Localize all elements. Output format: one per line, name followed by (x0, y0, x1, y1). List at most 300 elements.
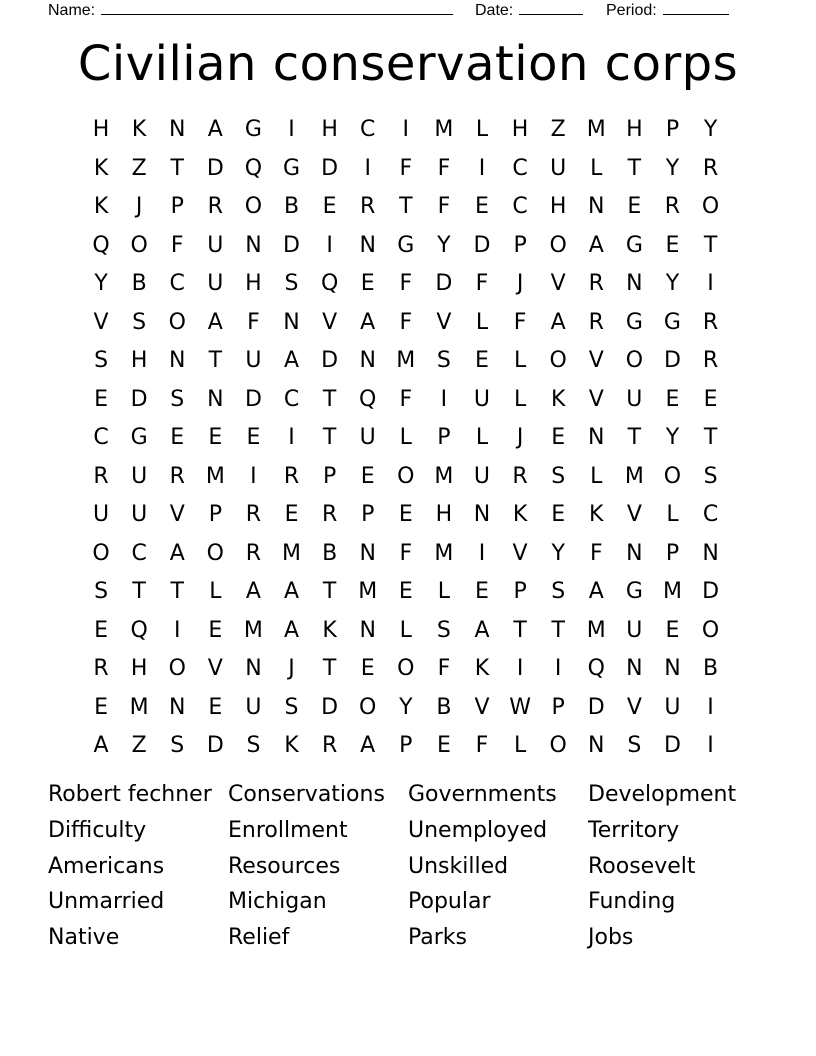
grid-letter[interactable]: R (93, 656, 109, 682)
grid-letter[interactable]: U (207, 232, 224, 258)
grid-letter[interactable]: M (624, 463, 644, 489)
grid-letter[interactable]: N (359, 540, 376, 566)
grid-letter[interactable]: D (244, 386, 262, 412)
grid-letter[interactable]: D (321, 694, 339, 720)
grid-letter[interactable]: P (361, 502, 375, 528)
period-label: Period: (606, 2, 657, 19)
grid-letter[interactable]: O (549, 348, 567, 374)
grid-letter[interactable]: L (513, 348, 527, 374)
grid-letter[interactable]: F (475, 733, 489, 759)
grid-letter[interactable]: I (478, 540, 486, 566)
grid-letter[interactable]: N (169, 694, 186, 720)
grid-letter[interactable]: T (627, 425, 642, 451)
grid-letter[interactable]: O (168, 656, 186, 682)
grid-letter[interactable]: N (664, 656, 681, 682)
grid-letter[interactable]: N (359, 348, 376, 374)
grid-letter[interactable]: N (169, 117, 186, 143)
grid-letter[interactable]: R (245, 502, 262, 528)
grid-letter[interactable]: O (130, 232, 148, 258)
grid-letter[interactable]: M (282, 540, 301, 566)
grid-letter[interactable]: L (590, 463, 603, 489)
grid-letter[interactable]: U (92, 502, 110, 528)
grid-letter[interactable]: M (396, 348, 416, 374)
grid-letter[interactable]: A (207, 117, 223, 143)
grid-letter[interactable]: D (283, 232, 300, 258)
name-field[interactable] (48, 0, 453, 20)
grid-letter[interactable]: T (399, 194, 413, 220)
grid-letter[interactable]: Q (320, 271, 339, 297)
grid-letter[interactable]: O (397, 656, 415, 682)
grid-letter[interactable]: E (246, 425, 261, 451)
grid-letter[interactable]: E (360, 656, 375, 682)
grid-letter[interactable]: T (551, 617, 565, 643)
grid-letter[interactable]: F (247, 309, 260, 335)
grid-letter[interactable]: F (399, 386, 413, 412)
grid-letter[interactable]: K (93, 194, 109, 220)
grid-letter[interactable]: H (435, 502, 453, 528)
grid-letter[interactable]: N (245, 656, 262, 682)
grid-letter[interactable]: S (703, 463, 718, 489)
grid-letter[interactable]: C (702, 502, 719, 528)
grid-letter[interactable]: A (360, 309, 376, 335)
grid-letter[interactable]: M (586, 117, 606, 143)
grid-letter[interactable]: N (359, 617, 376, 643)
grid-letter[interactable]: D (206, 733, 224, 759)
grid-letter[interactable]: L (437, 579, 451, 605)
grid-letter[interactable]: C (512, 155, 528, 181)
grid-letter[interactable]: N (245, 232, 262, 258)
grid-letter[interactable]: S (94, 348, 109, 374)
grid-letter[interactable]: H (511, 117, 529, 143)
grid-letter[interactable]: H (321, 117, 338, 143)
grid-letter[interactable]: U (473, 463, 491, 489)
grid-letter[interactable]: D (702, 579, 720, 605)
grid-letter[interactable]: R (702, 309, 719, 335)
grid-letter[interactable]: R (207, 194, 223, 220)
grid-letter[interactable]: K (93, 155, 109, 181)
grid-letter[interactable]: V (207, 656, 223, 682)
grid-letter[interactable]: U (359, 425, 376, 451)
grid-letter[interactable]: E (94, 617, 108, 643)
grid-letter[interactable]: R (702, 348, 719, 374)
grid-letter[interactable]: N (626, 540, 643, 566)
grid-letter[interactable]: B (283, 194, 300, 220)
grid-letter[interactable]: N (702, 540, 719, 566)
grid-letter[interactable]: O (397, 463, 415, 489)
grid-letter[interactable]: U (245, 694, 262, 720)
grid-letter[interactable]: R (664, 194, 681, 220)
grid-letter[interactable]: N (626, 271, 643, 297)
grid-letter[interactable]: R (702, 155, 719, 181)
grid-letter[interactable]: A (283, 617, 300, 643)
grid-letter[interactable]: T (703, 232, 718, 258)
grid-letter[interactable]: R (169, 463, 185, 489)
grid-letter[interactable]: B (703, 656, 719, 682)
grid-letter[interactable]: G (625, 579, 643, 605)
grid-letter[interactable]: R (245, 540, 262, 566)
grid-letter[interactable]: S (551, 579, 566, 605)
grid-row (82, 419, 730, 458)
grid-letter[interactable]: P (322, 463, 337, 489)
grid-letter[interactable]: V (626, 502, 642, 528)
grid-letter[interactable]: V (550, 271, 566, 297)
grid-letter[interactable]: D (206, 155, 224, 181)
grid-letter[interactable]: M (586, 617, 606, 643)
grid-letter[interactable]: L (399, 617, 412, 643)
grid-letter[interactable]: M (129, 694, 149, 720)
grid-letter[interactable]: F (170, 232, 184, 258)
grid-letter[interactable]: F (399, 540, 413, 566)
grid-letter[interactable]: F (513, 309, 527, 335)
grid-letter[interactable]: V (588, 386, 604, 412)
grid-letter[interactable]: A (283, 348, 300, 374)
grid-letter[interactable]: O (701, 617, 720, 643)
grid-letter[interactable]: R (283, 463, 300, 489)
grid-letter[interactable]: O (168, 309, 186, 335)
grid-letter[interactable]: L (513, 733, 527, 759)
grid-letter[interactable]: O (359, 694, 377, 720)
grid-letter[interactable]: A (588, 232, 604, 258)
grid-letter[interactable]: N (473, 502, 491, 528)
grid-letter[interactable]: Y (665, 155, 680, 181)
grid-letter[interactable]: T (322, 386, 337, 412)
grid-letter[interactable]: G (130, 425, 148, 451)
name-blank-line[interactable] (101, 0, 453, 15)
grid-letter[interactable]: O (663, 463, 682, 489)
grid-letter[interactable]: Y (94, 271, 108, 297)
grid-letter[interactable]: T (170, 579, 184, 605)
grid-letter[interactable]: R (321, 733, 338, 759)
grid-letter[interactable]: F (399, 309, 413, 335)
grid-letter[interactable]: F (399, 271, 413, 297)
grid-letter[interactable]: L (209, 579, 222, 605)
grid-letter[interactable]: U (207, 271, 224, 297)
grid-letter[interactable]: Q (359, 386, 377, 412)
grid-letter[interactable]: T (322, 579, 337, 605)
grid-letter[interactable]: I (516, 656, 524, 682)
grid-letter[interactable]: K (589, 502, 604, 528)
period-field[interactable] (606, 0, 729, 20)
grid-letter[interactable]: N (359, 232, 376, 258)
grid-letter[interactable]: R (588, 271, 604, 297)
grid-letter[interactable]: I (554, 656, 562, 682)
grid-letter[interactable]: P (551, 694, 565, 720)
grid-letter[interactable]: Q (92, 232, 110, 258)
grid-letter[interactable]: F (437, 155, 451, 181)
grid-letter[interactable]: R (360, 194, 376, 220)
grid-letter[interactable]: U (664, 694, 681, 720)
grid-letter[interactable]: P (437, 425, 451, 451)
grid-letter[interactable]: A (169, 540, 185, 566)
grid-letter[interactable]: V (322, 309, 338, 335)
grid-letter[interactable]: I (402, 117, 410, 143)
grid-letter[interactable]: E (284, 502, 299, 528)
grid-letter[interactable]: G (625, 309, 643, 335)
period-blank-line[interactable] (663, 0, 729, 15)
grid-letter[interactable]: K (131, 117, 147, 143)
grid-letter[interactable]: U (245, 348, 262, 374)
grid-letter[interactable]: C (131, 540, 147, 566)
grid-letter[interactable]: M (434, 540, 454, 566)
name-label: Name: (48, 2, 96, 19)
grid-letter[interactable]: G (282, 155, 301, 181)
grid-letter[interactable]: R (93, 463, 109, 489)
grid-letter[interactable]: E (665, 617, 680, 643)
grid-letter[interactable]: E (398, 579, 413, 605)
grid-letter[interactable]: E (475, 194, 489, 220)
grid-letter[interactable]: C (360, 117, 376, 143)
grid-letter[interactable]: Z (550, 117, 566, 143)
grid-letter[interactable]: E (665, 232, 680, 258)
grid-letter[interactable]: A (474, 617, 490, 643)
grid-letter[interactable]: I (326, 232, 333, 258)
grid-letter[interactable]: I (707, 271, 714, 297)
grid-letter[interactable]: T (513, 617, 527, 643)
grid-letter[interactable]: A (550, 309, 566, 335)
grid-letter[interactable]: J (516, 271, 524, 297)
grid-letter[interactable]: T (627, 155, 642, 181)
grid-letter[interactable]: U (131, 502, 148, 528)
grid-letter[interactable]: P (513, 232, 527, 258)
grid-letter[interactable]: C (512, 194, 528, 220)
grid-letter[interactable]: L (590, 155, 603, 181)
grid-letter[interactable]: E (208, 617, 223, 643)
grid-letter[interactable]: E (551, 425, 566, 451)
grid-letter[interactable]: G (244, 117, 262, 143)
grid-letter[interactable]: E (322, 194, 337, 220)
grid-letter[interactable]: P (399, 733, 413, 759)
grid-letter[interactable]: F (437, 194, 451, 220)
grid-letter[interactable]: V (512, 540, 528, 566)
grid-letter[interactable]: L (513, 386, 527, 412)
grid-letter[interactable]: O (244, 194, 263, 220)
grid-letter[interactable]: B (436, 694, 452, 720)
grid-letter[interactable]: F (437, 656, 451, 682)
grid-letter[interactable]: H (245, 271, 262, 297)
grid-letter[interactable]: G (625, 232, 643, 258)
grid-letter[interactable]: E (475, 348, 489, 374)
grid-letter[interactable]: I (440, 386, 448, 412)
grid-letter[interactable]: U (473, 386, 491, 412)
grid-letter[interactable]: N (207, 386, 224, 412)
grid-letter[interactable]: V (626, 694, 642, 720)
grid-letter[interactable]: Q (587, 656, 605, 682)
grid-letter[interactable]: E (170, 425, 185, 451)
grid-letter[interactable]: S (436, 348, 451, 374)
grid-letter[interactable]: Z (131, 733, 147, 759)
grid-letter[interactable]: D (321, 155, 339, 181)
grid-letter[interactable]: V (474, 694, 490, 720)
grid-letter[interactable]: Y (437, 232, 451, 258)
grid-letter[interactable]: C (283, 386, 300, 412)
grid-letter[interactable]: I (173, 617, 181, 643)
grid-letter[interactable]: U (626, 617, 643, 643)
grid-letter[interactable]: E (551, 502, 566, 528)
grid-letter[interactable]: K (284, 733, 299, 759)
grid-letter[interactable]: L (475, 425, 489, 451)
grid-letter[interactable]: S (170, 386, 185, 412)
grid-letter[interactable]: E (94, 694, 108, 720)
grid-letter[interactable]: E (94, 386, 108, 412)
grid-letter[interactable]: U (626, 386, 643, 412)
grid-letter[interactable]: A (207, 309, 223, 335)
date-field[interactable] (475, 0, 583, 20)
grid-letter[interactable]: E (208, 425, 223, 451)
grid-letter[interactable]: O (625, 348, 644, 374)
grid-letter[interactable]: V (436, 309, 452, 335)
grid-letter[interactable]: N (588, 733, 605, 759)
grid-letter[interactable]: E (360, 271, 375, 297)
grid-letter[interactable]: B (131, 271, 147, 297)
grid-letter[interactable]: J (516, 425, 524, 451)
grid-letter[interactable]: E (360, 463, 375, 489)
grid-letter[interactable]: P (513, 579, 527, 605)
grid-letter[interactable]: I (364, 155, 371, 181)
grid-letter[interactable]: M (243, 617, 263, 643)
grid-letter[interactable]: P (170, 194, 184, 220)
grid-letter[interactable]: Y (703, 117, 718, 143)
grid-letter[interactable]: S (284, 271, 299, 297)
grid-letter[interactable]: N (283, 309, 300, 335)
grid-letter[interactable]: V (169, 502, 185, 528)
grid-letter[interactable]: O (206, 540, 224, 566)
grid-letter[interactable]: Y (665, 271, 680, 297)
grid-letter[interactable]: T (322, 425, 337, 451)
grid-letter[interactable]: O (701, 194, 720, 220)
grid-letter[interactable]: N (588, 194, 605, 220)
grid-letter[interactable]: Y (665, 425, 680, 451)
grid-letter[interactable]: I (707, 733, 714, 759)
grid-letter[interactable]: O (549, 232, 567, 258)
grid-letter[interactable]: S (284, 694, 299, 720)
grid-letter[interactable]: N (169, 348, 186, 374)
grid-letter[interactable]: L (475, 309, 489, 335)
grid-letter[interactable]: C (93, 425, 109, 451)
letter-grid (82, 111, 730, 766)
grid-letter[interactable]: T (322, 656, 337, 682)
grid-letter[interactable]: K (474, 656, 490, 682)
grid-letter[interactable]: F (399, 155, 413, 181)
grid-letter[interactable]: T (208, 348, 223, 374)
grid-letter[interactable]: I (288, 425, 295, 451)
grid-letter[interactable]: I (250, 463, 257, 489)
grid-letter[interactable]: S (436, 617, 451, 643)
grid-letter[interactable]: A (245, 579, 261, 605)
grid-letter[interactable]: H (92, 117, 110, 143)
grid-letter[interactable]: N (588, 425, 605, 451)
grid-letter[interactable]: E (665, 386, 680, 412)
grid-letter[interactable]: H (549, 194, 567, 220)
grid-letter[interactable]: L (475, 117, 489, 143)
grid-letter[interactable]: D (473, 232, 491, 258)
grid-letter[interactable]: K (322, 617, 337, 643)
grid-letter[interactable]: P (665, 540, 680, 566)
grid-letter[interactable]: M (434, 463, 454, 489)
grid-letter[interactable]: G (663, 309, 681, 335)
grid-letter[interactable]: K (512, 502, 528, 528)
grid-letter[interactable]: M (662, 579, 682, 605)
grid-letter[interactable]: E (398, 502, 413, 528)
grid-letter[interactable]: S (246, 733, 261, 759)
grid-letter[interactable]: S (170, 733, 185, 759)
grid-letter[interactable]: D (663, 733, 681, 759)
grid-letter[interactable]: F (475, 271, 489, 297)
grid-letter[interactable]: M (205, 463, 225, 489)
grid-letter[interactable]: G (397, 232, 415, 258)
grid-letter[interactable]: E (436, 733, 451, 759)
grid-letter[interactable]: T (132, 579, 146, 605)
grid-letter[interactable]: D (435, 271, 453, 297)
grid-letter[interactable]: J (288, 656, 295, 682)
grid-letter[interactable]: A (93, 733, 109, 759)
grid-letter[interactable]: P (665, 117, 680, 143)
grid-letter[interactable]: O (92, 540, 110, 566)
grid-letter[interactable]: A (360, 733, 376, 759)
grid-letter[interactable]: S (94, 579, 109, 605)
grid-letter[interactable]: Q (244, 155, 263, 181)
grid-letter[interactable]: M (358, 579, 378, 605)
grid-letter[interactable]: W (509, 694, 531, 720)
grid-letter[interactable]: H (626, 117, 643, 143)
grid-letter[interactable]: E (627, 194, 642, 220)
grid-letter[interactable]: P (208, 502, 222, 528)
grid-letter[interactable]: F (589, 540, 603, 566)
grid-letter[interactable]: L (399, 425, 412, 451)
grid-letter[interactable]: Q (130, 617, 148, 643)
grid-letter[interactable]: Y (551, 540, 565, 566)
grid-letter[interactable]: A (283, 579, 300, 605)
grid-letter[interactable]: D (663, 348, 681, 374)
grid-letter[interactable]: S (627, 733, 642, 759)
grid-letter[interactable]: D (587, 694, 605, 720)
grid-letter[interactable]: R (512, 463, 528, 489)
grid-letter[interactable]: I (288, 117, 295, 143)
grid-letter[interactable]: R (588, 309, 604, 335)
grid-letter[interactable]: I (707, 694, 714, 720)
grid-letter[interactable]: R (321, 502, 338, 528)
grid-letter[interactable]: D (321, 348, 339, 374)
grid-letter[interactable]: N (626, 656, 643, 682)
date-blank-line[interactable] (519, 0, 583, 15)
grid-letter[interactable]: T (703, 425, 718, 451)
grid-letter[interactable]: B (322, 540, 338, 566)
grid-letter[interactable]: S (551, 463, 566, 489)
grid-letter[interactable]: H (130, 656, 148, 682)
grid-letter[interactable]: U (131, 463, 148, 489)
grid-row (82, 265, 730, 304)
grid-letter[interactable]: V (588, 348, 604, 374)
grid-letter[interactable]: Z (131, 155, 147, 181)
grid-letter[interactable]: V (93, 309, 109, 335)
grid-letter[interactable]: E (703, 386, 718, 412)
grid-letter[interactable]: A (588, 579, 604, 605)
grid-letter[interactable]: E (475, 579, 489, 605)
grid-letter[interactable]: Y (399, 694, 413, 720)
grid-letter[interactable]: M (434, 117, 454, 143)
grid-letter[interactable]: I (478, 155, 486, 181)
grid-letter[interactable]: C (169, 271, 185, 297)
grid-letter[interactable]: H (130, 348, 148, 374)
grid-letter[interactable]: D (130, 386, 148, 412)
grid-letter[interactable]: T (170, 155, 184, 181)
grid-letter[interactable]: E (208, 694, 223, 720)
grid-letter[interactable]: S (132, 309, 147, 335)
grid-letter[interactable]: O (549, 733, 567, 759)
grid-letter[interactable]: L (666, 502, 679, 528)
grid-letter[interactable]: K (550, 386, 566, 412)
grid-letter[interactable]: J (135, 194, 143, 220)
grid-letter[interactable]: U (550, 155, 567, 181)
